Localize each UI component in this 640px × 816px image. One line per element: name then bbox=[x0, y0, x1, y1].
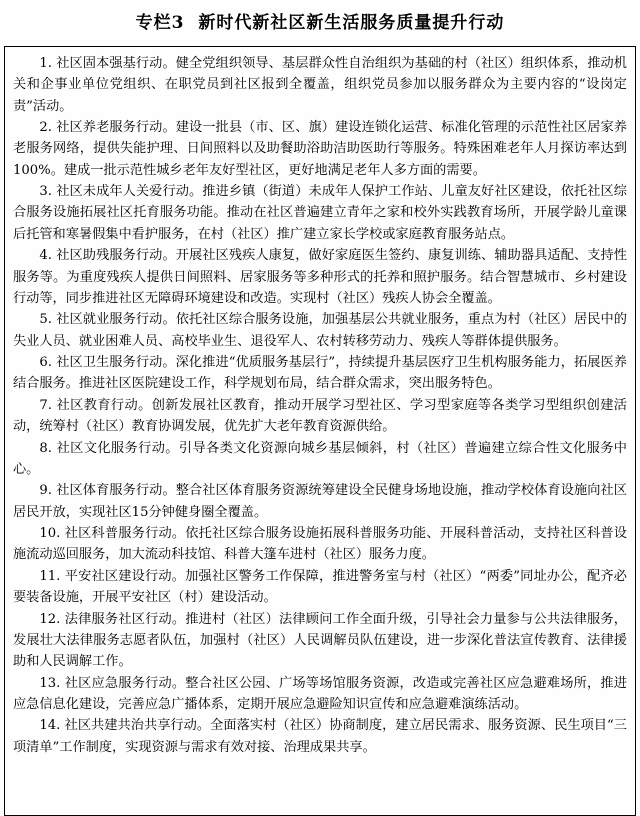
title-heading: 新时代新社区新生活服务质量提升行动 bbox=[198, 13, 505, 33]
page-title bbox=[0, 0, 640, 46]
paragraph-5: 5. 社区就业服务行动。依托社区综合服务设施，加强基层公共就业服务，重点为村（社区）居民中的失业人员、就业困难人员、高校毕业生、退役军人、农村转移劳动力、残疾人等群体提供服务。 bbox=[13, 312, 627, 349]
paragraph-10: 10. 社区科普服务行动。依托社区综合服务设施拓展科普服务功能、开展科普活动，支持社区科普设施流动巡回服务，加大流动科技馆、科普大篷车进村（社区）服务力度。 bbox=[13, 526, 627, 563]
paragraph-8: 8. 社区文化服务行动。引导各类文化资源向城乡基层倾斜，村（社区）普遍建立综合性文化服务中心。 bbox=[13, 440, 627, 477]
paragraph-4: 4. 社区助残服务行动。开展社区残疾人康复，做好家庭医生签约、康复训练、辅助器具适配、支持性服务等。为重度残疾人提供日间照料、居家服务等多种形式的托养和照护服务。结合智慧城市、乡村建设行动等，同步推进社区无障碍环境建设和改造。实现村（社区）残疾人协会全覆盖。 bbox=[13, 248, 627, 306]
paragraph-14: 14. 社区共建共治共享行动。全面落实村（社区）协商制度，建立居民需求、服务资源、民生项目“三项清单”工作制度，实现资源与需求有效对接、治理成果共享。 bbox=[13, 718, 627, 755]
paragraph-2: 2. 社区养老服务行动。建设一批县（市、区、旗）建设连锁化运营、标准化管理的示范性社区居家养老服务网络，提供失能护理、日间照料以及助餐助浴助洁助医助行等服务。特殊困难老年人月探访率达到100%。建成一批示范性城乡老年友好型社区，更好地满足老年人多方面的需要。 bbox=[13, 119, 627, 178]
paragraph-7: 7. 社区教育行动。创新发展社区教育，推动开展学习型社区、学习型家庭等各类学习型组织创建活动，统筹村（社区）教育协调发展，优先扩大老年教育资源供给。 bbox=[13, 397, 627, 435]
paragraph-13: 13. 社区应急服务行动。整合社区公园、广场等场馆服务资源，改造或完善社区应急避难场所，推进应急信息化建设，完善应急广播体系，定期开展应急避险知识宣传和应急避难演练活动。 bbox=[13, 675, 627, 713]
paragraph-12: 12. 法律服务社区行动。推进村（社区）法律顾问工作全面升级，引导社会力量参与公共法律服务，发展壮大法律服务志愿者队伍，加强村（社区）人民调解员队伍建设，进一步深化普法宣传教育、法律援助和人民调解工作。 bbox=[13, 611, 627, 670]
content-box bbox=[4, 46, 636, 816]
title-number: 3 bbox=[171, 13, 185, 33]
paragraph-11: 11. 平安社区建设行动。加强社区警务工作保障，推进警务室与村（社区）“两委”同址办公，配齐必要装备设施，开展平安社区（村）建设活动。 bbox=[13, 568, 627, 606]
paragraph-9: 9. 社区体育服务行动。整合社区体育服务资源统筹建设全民健身场地设施，推动学校体育设施向社区居民开放，实现社区15分钟健身圈全覆盖。 bbox=[13, 483, 627, 520]
title-label: 专栏 bbox=[135, 13, 172, 33]
paragraph-6: 6. 社区卫生服务行动。深化推进“优质服务基层行”，持续提升基层医疗卫生机构服务能力，拓展医养结合服务。推进社区医院建设工作，科学规划布局，结合群众需求，突出服务特色。 bbox=[13, 355, 627, 392]
paragraph-3: 3. 社区未成年人关爱行动。推进乡镇（街道）未成年人保护工作站、儿童友好社区建设，依托社区综合服务设施拓展社区托育服务功能。推动在社区普遍建立青年之家和校外实践教育场所，开展学龄儿童课后托管和寒暑假集中看护服务，在村（社区）推广建立家长学校或家庭教育服务站点。 bbox=[13, 184, 627, 242]
paragraph-1: 1. 社区固本强基行动。健全党组织领导、基层群众性自治组织为基础的村（社区）组织体系，推动机关和企事业单位党组织、在职党员到社区报到全覆盖，组织党员参加以服务群众为主要内容的“设岗定责”活动。 bbox=[13, 55, 627, 114]
